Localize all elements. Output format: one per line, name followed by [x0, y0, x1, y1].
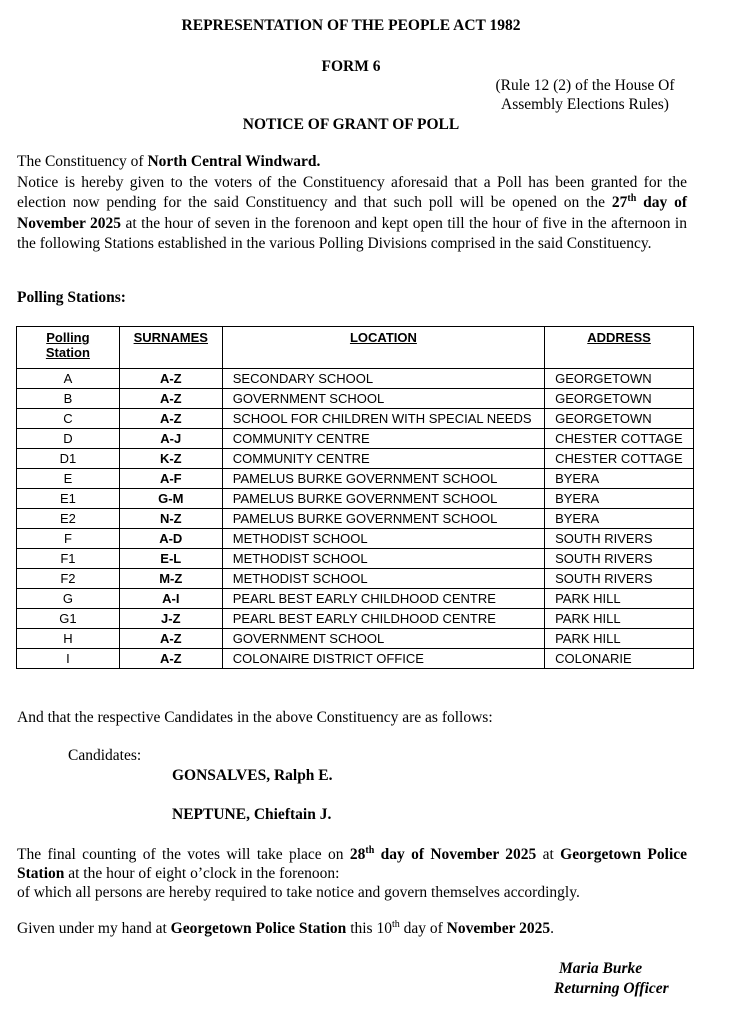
table-row — [17, 449, 694, 469]
signatory-name: Maria Burke — [559, 960, 643, 977]
cell-address: COLONARIE — [545, 649, 694, 669]
cell-surnames: K-Z — [119, 449, 222, 469]
cell-station: E2 — [17, 509, 120, 529]
rule-reference-line2: Assembly Elections Rules) — [501, 96, 669, 113]
given-text-a: Given under my hand at — [17, 920, 171, 937]
candidates-label: Candidates: — [68, 747, 142, 764]
table-row — [17, 649, 694, 669]
header-station-line1: Polling — [46, 330, 90, 345]
candidate-name: GONSALVES, Ralph E. — [172, 767, 333, 784]
header-station — [17, 327, 120, 369]
cell-address: PARK HILL — [545, 609, 694, 629]
notice-text-a: Notice is hereby given to the voters of the Constituency aforesaid that a Poll has been granted for the election now pending for the said Constituency and that such poll will be opened on the — [17, 173, 687, 211]
cell-surnames: A-Z — [119, 369, 222, 389]
signatory-title: Returning Officer — [554, 980, 669, 997]
cell-address: SOUTH RIVERS — [545, 549, 694, 569]
given-under-hand-line — [17, 920, 554, 938]
table-row — [17, 549, 694, 569]
cell-location: SECONDARY SCHOOL — [222, 369, 544, 389]
cell-surnames: A-Z — [119, 629, 222, 649]
given-date: November 2025 — [446, 920, 551, 937]
counting-text-b: at — [536, 846, 561, 863]
rule-reference-line1: (Rule 12 (2) of the House Of — [495, 77, 675, 94]
cell-address: PARK HILL — [545, 589, 694, 609]
cell-surnames: E-L — [119, 549, 222, 569]
counting-text-c: at the hour of eight o’clock in the forenoon: — [64, 865, 340, 882]
cell-address: BYERA — [545, 469, 694, 489]
cell-location: SCHOOL FOR CHILDREN WITH SPECIAL NEEDS — [222, 409, 544, 429]
cell-location: PAMELUS BURKE GOVERNMENT SCHOOL — [222, 509, 544, 529]
cell-address: CHESTER COTTAGE — [545, 429, 694, 449]
cell-station: A — [17, 369, 120, 389]
cell-station: D1 — [17, 449, 120, 469]
table-row — [17, 369, 694, 389]
given-day-suffix: th — [391, 918, 400, 930]
header-surnames: SURNAMES — [119, 327, 222, 369]
notice-text-b: at the hour of seven in the forenoon and kept open till the hour of five in the afternoon in the following Stations established in the various Polling Divisions comprised in the said Constituency. — [17, 214, 687, 252]
table-row — [17, 409, 694, 429]
cell-location: METHODIST SCHOOL — [222, 569, 544, 589]
counting-place: Georgetown Police Station — [17, 846, 688, 882]
cell-location: PEARL BEST EARLY CHILDHOOD CENTRE — [222, 589, 544, 609]
constituency-prefix: The Constituency of — [17, 153, 148, 170]
given-text-d: . — [550, 920, 555, 937]
cell-location: METHODIST SCHOOL — [222, 529, 544, 549]
poll-date-rest: day of November 2025 — [17, 194, 687, 232]
table-row — [17, 469, 694, 489]
candidate-name: NEPTUNE, Chieftain J. — [172, 806, 332, 823]
cell-location: METHODIST SCHOOL — [222, 549, 544, 569]
cell-location: PEARL BEST EARLY CHILDHOOD CENTRE — [222, 609, 544, 629]
table-row — [17, 429, 694, 449]
constituency-line — [17, 152, 687, 173]
cell-location: COLONAIRE DISTRICT OFFICE — [222, 649, 544, 669]
counting-closing-line: of which all persons are hereby required to take notice and govern themselves accordingly. — [17, 884, 580, 901]
counting-day-suffix: th — [365, 844, 375, 856]
cell-surnames: A-Z — [119, 389, 222, 409]
cell-surnames: A-I — [119, 589, 222, 609]
cell-location: PAMELUS BURKE GOVERNMENT SCHOOL — [222, 469, 544, 489]
cell-address: BYERA — [545, 489, 694, 509]
table-header-row — [17, 327, 694, 369]
counting-paragraph — [17, 845, 687, 902]
cell-surnames: A-F — [119, 469, 222, 489]
constituency-name: North Central Windward. — [147, 153, 321, 170]
counting-date — [350, 846, 536, 863]
table-row — [17, 529, 694, 549]
notice-paragraph — [17, 173, 687, 255]
table-row — [17, 569, 694, 589]
cell-surnames: M-Z — [119, 569, 222, 589]
polling-stations-table — [16, 326, 694, 669]
cell-address: GEORGETOWN — [545, 389, 694, 409]
cell-surnames: A-D — [119, 529, 222, 549]
table-row — [17, 509, 694, 529]
cell-location: COMMUNITY CENTRE — [222, 429, 544, 449]
cell-address: GEORGETOWN — [545, 369, 694, 389]
cell-station: I — [17, 649, 120, 669]
given-place: Georgetown Police Station — [170, 920, 347, 937]
cell-address: BYERA — [545, 509, 694, 529]
cell-surnames: N-Z — [119, 509, 222, 529]
poll-day: 27 — [611, 194, 628, 211]
given-text-c: day of — [399, 920, 447, 937]
table-row — [17, 629, 694, 649]
act-title: REPRESENTATION OF THE PEOPLE ACT 1982 — [181, 17, 521, 34]
form-number: FORM 6 — [321, 58, 381, 75]
cell-station: G — [17, 589, 120, 609]
cell-location: COMMUNITY CENTRE — [222, 449, 544, 469]
cell-surnames: A-Z — [119, 649, 222, 669]
cell-station: F — [17, 529, 120, 549]
given-text-b: this 10 — [346, 920, 392, 937]
table-row — [17, 389, 694, 409]
cell-station: C — [17, 409, 120, 429]
notice-title: NOTICE OF GRANT OF POLL — [242, 116, 460, 133]
cell-address: CHESTER COTTAGE — [545, 449, 694, 469]
header-address: ADDRESS — [545, 327, 694, 369]
cell-address: GEORGETOWN — [545, 409, 694, 429]
table-row — [17, 589, 694, 609]
table-row — [17, 489, 694, 509]
cell-surnames: A-Z — [119, 409, 222, 429]
cell-station: D — [17, 429, 120, 449]
cell-station: E1 — [17, 489, 120, 509]
cell-location: GOVERNMENT SCHOOL — [222, 389, 544, 409]
cell-station: G1 — [17, 609, 120, 629]
rule-reference — [470, 76, 700, 114]
cell-surnames: J-Z — [119, 609, 222, 629]
cell-location: PAMELUS BURKE GOVERNMENT SCHOOL — [222, 489, 544, 509]
cell-surnames: G-M — [119, 489, 222, 509]
header-station-line2: Station — [45, 345, 90, 360]
header-location: LOCATION — [222, 327, 544, 369]
cell-address: SOUTH RIVERS — [545, 529, 694, 549]
counting-day: 28 — [349, 846, 366, 863]
candidates-intro: And that the respective Candidates in the above Constituency are as follows: — [17, 709, 493, 726]
counting-line — [17, 845, 687, 883]
cell-station: H — [17, 629, 120, 649]
cell-station: F2 — [17, 569, 120, 589]
cell-station: B — [17, 389, 120, 409]
cell-location: GOVERNMENT SCHOOL — [222, 629, 544, 649]
cell-station: F1 — [17, 549, 120, 569]
table-row — [17, 609, 694, 629]
counting-text-a: The final counting of the votes will take place on — [17, 846, 350, 863]
cell-surnames: A-J — [119, 429, 222, 449]
poll-day-suffix: th — [627, 192, 637, 204]
cell-address: SOUTH RIVERS — [545, 569, 694, 589]
polling-stations-heading: Polling Stations: — [17, 289, 126, 306]
counting-date-rest: day of November 2025 — [374, 846, 537, 863]
notice-body — [17, 152, 687, 255]
cell-address: PARK HILL — [545, 629, 694, 649]
cell-station: E — [17, 469, 120, 489]
